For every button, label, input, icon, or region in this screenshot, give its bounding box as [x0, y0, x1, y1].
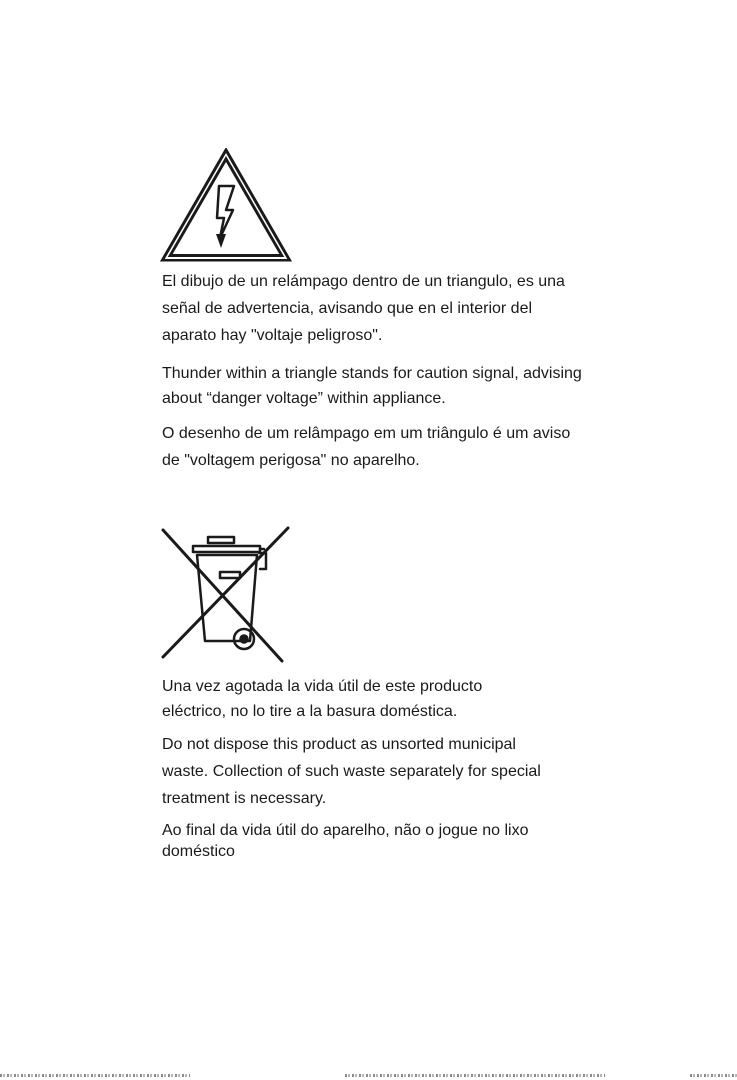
disposal-warning-es [162, 674, 612, 724]
text-line: eléctrico, no lo tire a la basura doméstica. [162, 703, 458, 720]
text-line: Do not dispose this product as unsorted municipal [162, 736, 516, 753]
text-line: O desenho de um relâmpago em um triângulo é um aviso [162, 425, 571, 442]
text-line: Thunder within a triangle stands for caution signal, advising [162, 365, 582, 382]
text-line: Ao final da vida útil do aparelho, não o jogue no lixo [162, 822, 529, 839]
text-line: El dibujo de un relámpago dentro de un triangulo, es una [162, 273, 565, 290]
crossed-out-bin-icon [160, 525, 292, 665]
text-line: de "voltagem perigosa" no aparelho. [162, 452, 420, 469]
electric-hazard-icon [160, 148, 292, 264]
text-line: señal de advertencia, avisando que en el interior del [162, 300, 533, 317]
text-line: aparato hay "voltaje peligroso". [162, 327, 383, 344]
voltage-warning-es [162, 268, 612, 349]
text-line: doméstico [162, 843, 235, 860]
disposal-warning-en [162, 731, 612, 812]
text-line: treatment is necessary. [162, 790, 327, 807]
text-line: about “danger voltage” within appliance. [162, 390, 446, 407]
text-line: waste. Collection of such waste separately for special [162, 763, 541, 780]
voltage-warning-en [162, 361, 612, 411]
page-edge-artifact [0, 1072, 737, 1080]
voltage-warning-pt [162, 420, 612, 474]
text-line: Una vez agotada la vida útil de este producto [162, 678, 483, 695]
disposal-warning-pt [162, 820, 612, 862]
